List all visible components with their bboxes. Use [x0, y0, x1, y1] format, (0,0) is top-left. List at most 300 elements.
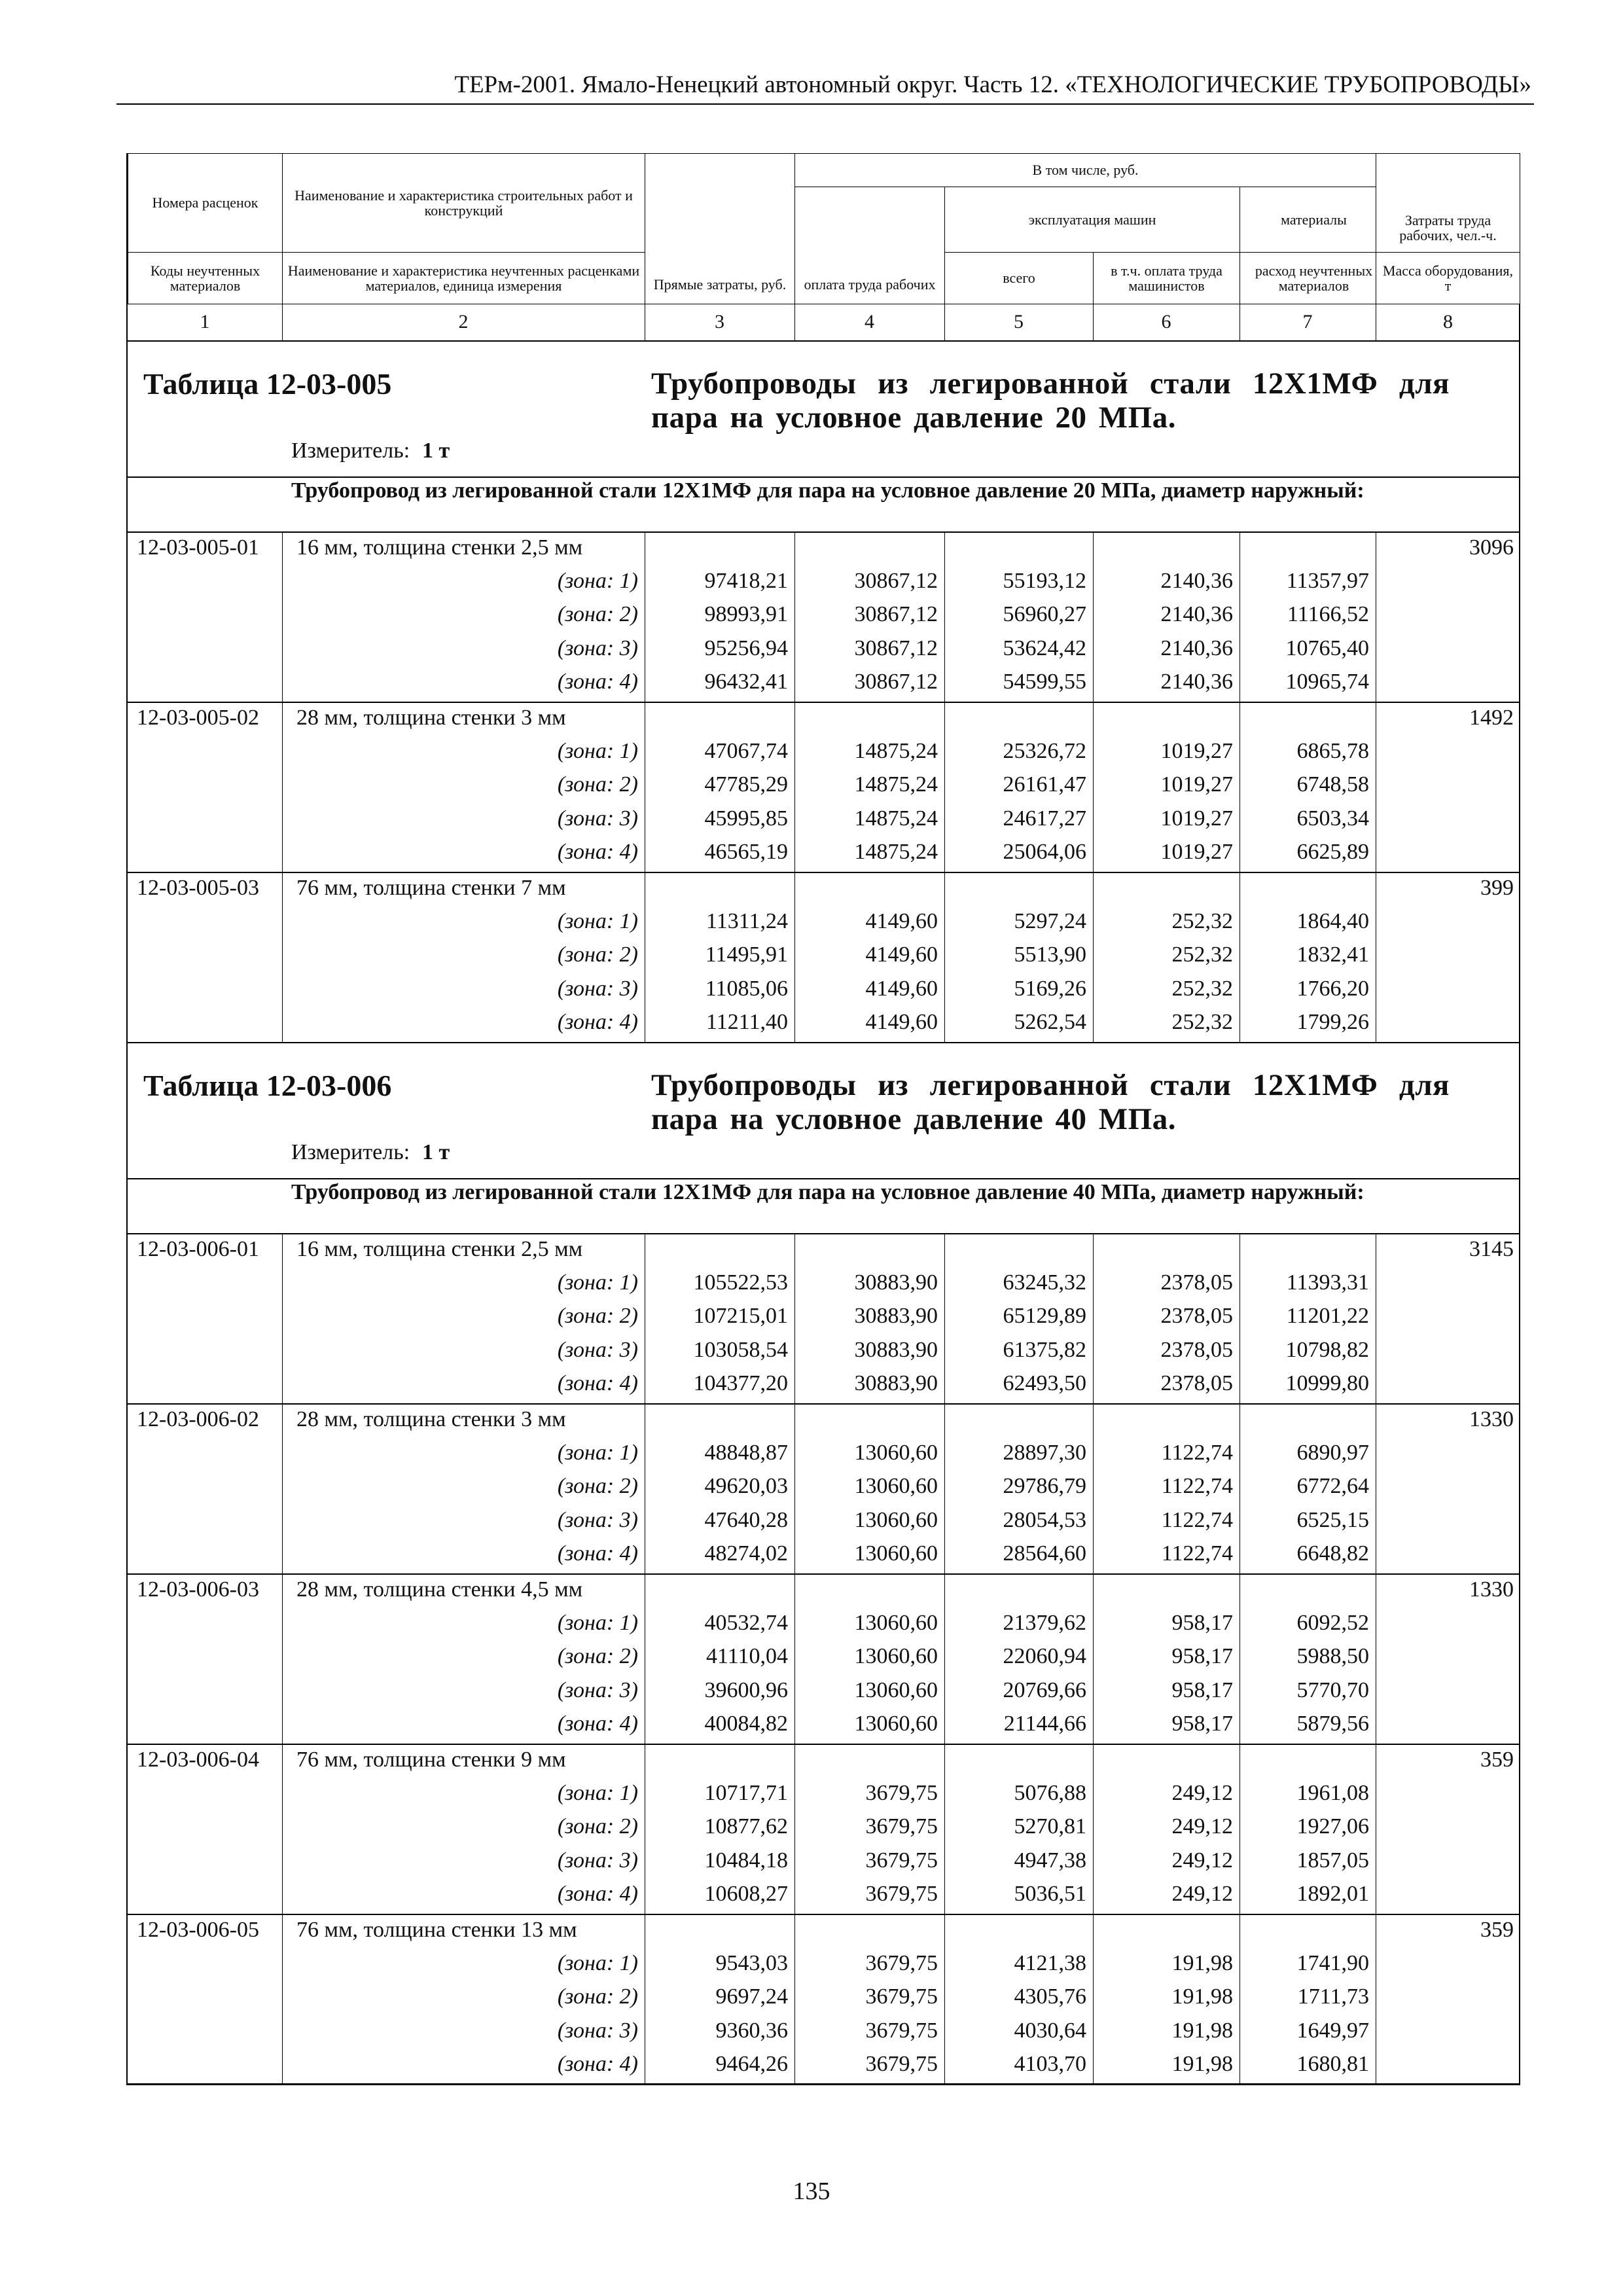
zone-label: (зона: 1) [557, 1270, 638, 1295]
value-mach-wages: 1122,74 [1161, 1507, 1233, 1532]
zone-label: (зона: 3) [557, 1337, 638, 1362]
column-divider [282, 1403, 283, 1573]
column-divider [944, 1914, 945, 2084]
zone-label: (зона: 1) [557, 909, 638, 934]
value-mat: 6525,15 [1296, 1507, 1369, 1532]
item-description: 28 мм, толщина стенки 3 мм [296, 1407, 566, 1431]
rate-code: 12-03-006-04 [137, 1748, 259, 1772]
column-number: 8 [1443, 311, 1453, 332]
value-mach-wages: 958,17 [1171, 1611, 1233, 1636]
zone-label: (зона: 3) [557, 976, 638, 1001]
zone-label: (зона: 2) [557, 1644, 638, 1669]
value-direct: 41110,04 [706, 1644, 788, 1669]
value-mach-wages: 249,12 [1171, 1848, 1233, 1873]
value-direct: 97418,21 [704, 569, 788, 594]
value-mach-wages: 2140,36 [1160, 569, 1233, 594]
value-wages: 14875,24 [854, 806, 938, 831]
value-mach-wages: 1019,27 [1160, 772, 1233, 797]
value-mat: 1680,81 [1296, 2051, 1369, 2076]
value-direct: 9697,24 [715, 1984, 788, 2009]
meter-value: 1 т [422, 1140, 450, 1164]
value-mach: 54599,55 [1003, 669, 1086, 694]
zone-label: (зона: 1) [557, 1611, 638, 1636]
value-mach: 5297,24 [1014, 909, 1086, 934]
value-direct: 10608,27 [704, 1881, 788, 1906]
value-wages: 4149,60 [865, 1009, 938, 1034]
value-mach: 62493,50 [1003, 1371, 1086, 1395]
value-wages: 30883,90 [854, 1270, 938, 1295]
value-wages: 30883,90 [854, 1337, 938, 1362]
value-direct: 48848,87 [704, 1441, 788, 1465]
value-direct: 104377,20 [693, 1371, 788, 1395]
value-mach-wages: 1122,74 [1161, 1441, 1233, 1465]
rate-code: 12-03-006-02 [137, 1407, 259, 1431]
value-mat: 6748,58 [1296, 772, 1369, 797]
item-divider [128, 702, 1520, 703]
value-mat: 1927,06 [1296, 1814, 1369, 1839]
column-divider [794, 1744, 795, 1914]
value-wages: 4149,60 [865, 942, 938, 967]
rate-code: 12-03-006-03 [137, 1577, 259, 1602]
table-number: Таблица 12-03-005 [143, 367, 392, 401]
item-description: 76 мм, толщина стенки 13 мм [296, 1918, 577, 1942]
column-number: 2 [458, 311, 469, 332]
value-wages: 3679,75 [865, 1848, 938, 1873]
value-mach-wages: 1122,74 [1161, 1474, 1233, 1499]
value-wages: 3679,75 [865, 2051, 938, 2076]
labor-cost: 399 [1480, 876, 1514, 900]
table-number: Таблица 12-03-006 [143, 1069, 392, 1102]
value-mat: 1857,05 [1296, 1848, 1369, 1873]
value-mat: 1711,73 [1297, 1984, 1369, 2009]
value-direct: 10484,18 [704, 1848, 788, 1873]
column-divider [1093, 702, 1094, 872]
item-description: 28 мм, толщина стенки 3 мм [296, 706, 566, 730]
value-direct: 10717,71 [704, 1781, 788, 1806]
value-direct: 107215,01 [693, 1304, 788, 1329]
zone-label: (зона: 1) [557, 1951, 638, 1976]
value-mat: 1741,90 [1296, 1951, 1369, 1976]
value-mach: 4103,70 [1014, 2051, 1086, 2076]
value-direct: 45995,85 [704, 806, 788, 831]
zone-label: (зона: 2) [557, 772, 638, 797]
section-heading: Трубопровод из легированной стали 12Х1МФ для пара на условное давление 40 МПа, диаметр наружный: [291, 1180, 1364, 1204]
value-mat: 1864,40 [1296, 909, 1369, 934]
value-mach-wages: 2378,05 [1160, 1270, 1233, 1295]
column-number: 6 [1161, 311, 1171, 332]
zone-label: (зона: 4) [557, 2051, 638, 2076]
zone-label: (зона: 3) [557, 636, 638, 660]
value-mach: 4305,76 [1014, 1984, 1086, 2009]
value-wages: 13060,60 [854, 1474, 938, 1499]
value-mach: 5169,26 [1014, 976, 1086, 1001]
zone-label: (зона: 4) [557, 1541, 638, 1566]
value-mach: 63245,32 [1003, 1270, 1086, 1295]
column-divider [282, 872, 283, 1042]
value-mach: 21379,62 [1003, 1611, 1086, 1636]
value-mat: 5988,50 [1296, 1644, 1369, 1669]
value-mat: 6092,52 [1296, 1611, 1369, 1636]
value-mach-wages: 191,98 [1171, 1951, 1233, 1976]
value-mat: 10965,74 [1285, 669, 1369, 694]
column-divider [794, 1573, 795, 1744]
table-title-divider [128, 1178, 1520, 1179]
value-mat: 1832,41 [1296, 942, 1369, 967]
value-mach-wages: 252,32 [1171, 909, 1233, 934]
value-wages: 3679,75 [865, 1951, 938, 1976]
value-mach: 56960,27 [1003, 602, 1086, 627]
value-mach-wages: 252,32 [1171, 942, 1233, 967]
header-rate-numbers: Номера расценок [128, 153, 283, 253]
value-mat: 10999,80 [1285, 1371, 1369, 1395]
zone-label: (зона: 2) [557, 1474, 638, 1499]
value-mat: 1799,26 [1296, 1009, 1369, 1034]
value-direct: 46565,19 [704, 839, 788, 864]
value-mach: 25326,72 [1003, 739, 1086, 764]
header-material-consumption: расход неучтенных материалов [1240, 252, 1388, 304]
item-divider [128, 1744, 1520, 1745]
value-wages: 30867,12 [854, 569, 938, 594]
item-description: 76 мм, толщина стенки 7 мм [296, 876, 566, 900]
labor-cost: 1492 [1469, 706, 1514, 730]
rate-code: 12-03-005-02 [137, 706, 259, 730]
column-divider [944, 304, 945, 340]
value-mach: 53624,42 [1003, 636, 1086, 660]
value-direct: 48274,02 [704, 1541, 788, 1566]
value-mach: 22060,94 [1003, 1644, 1086, 1669]
section-divider [128, 531, 1520, 533]
value-mat: 6890,97 [1296, 1441, 1369, 1465]
header-including: В том числе, руб. [794, 153, 1376, 187]
labor-cost: 3096 [1469, 535, 1514, 560]
value-mach-wages: 2378,05 [1160, 1337, 1233, 1362]
column-divider [944, 1573, 945, 1744]
value-direct: 98993,91 [704, 602, 788, 627]
value-wages: 14875,24 [854, 839, 938, 864]
value-mat: 6865,78 [1296, 739, 1369, 764]
value-mach: 65129,89 [1003, 1304, 1086, 1329]
zone-label: (зона: 4) [557, 669, 638, 694]
item-divider [128, 872, 1520, 873]
labor-cost: 359 [1480, 1918, 1514, 1942]
column-number: 5 [1014, 311, 1024, 332]
value-mat: 1649,97 [1296, 2018, 1369, 2043]
column-divider [282, 531, 283, 702]
value-mach-wages: 2140,36 [1160, 636, 1233, 660]
value-mach: 5513,90 [1014, 942, 1086, 967]
header-machinist-wages: в т.ч. оплата труда машинистов [1093, 252, 1240, 304]
zone-label: (зона: 4) [557, 1009, 638, 1034]
value-mach: 4121,38 [1014, 1951, 1086, 1976]
column-divider [1093, 1914, 1094, 2084]
item-description: 76 мм, толщина стенки 9 мм [296, 1748, 566, 1772]
column-number: 7 [1302, 311, 1313, 332]
column-divider [794, 1233, 795, 1403]
header-material-codes: Коды неучтенных материалов [128, 252, 283, 304]
value-direct: 47785,29 [704, 772, 788, 797]
value-direct: 105522,53 [693, 1270, 788, 1295]
value-wages: 30867,12 [854, 602, 938, 627]
column-number: 3 [715, 311, 724, 332]
zone-label: (зона: 3) [557, 1848, 638, 1873]
value-direct: 40084,82 [704, 1711, 788, 1736]
value-mach: 29786,79 [1003, 1474, 1086, 1499]
value-wages: 4149,60 [865, 909, 938, 934]
header-material-name: Наименование и характеристика неучтенных расценками материалов, единица измерения [282, 252, 645, 304]
header-machine-operation: эксплуатация машин [944, 187, 1240, 253]
column-divider [794, 872, 795, 1042]
value-direct: 47067,74 [704, 739, 788, 764]
column-divider [282, 1233, 283, 1403]
zone-label: (зона: 3) [557, 1507, 638, 1532]
value-mach-wages: 1019,27 [1160, 806, 1233, 831]
value-mat: 10765,40 [1285, 636, 1369, 660]
value-mach: 4947,38 [1014, 1848, 1086, 1873]
column-divider [794, 702, 795, 872]
value-mach-wages: 1019,27 [1160, 839, 1233, 864]
value-mat: 10798,82 [1285, 1337, 1369, 1362]
value-mat: 6648,82 [1296, 1541, 1369, 1566]
value-mach-wages: 191,98 [1171, 2051, 1233, 2076]
header-work-name: Наименование и характеристика строительных работ и конструкций [282, 153, 645, 253]
header-worker-wages: оплата труда рабочих [794, 187, 945, 304]
value-wages: 4149,60 [865, 976, 938, 1001]
value-mach-wages: 958,17 [1171, 1677, 1233, 1702]
column-divider [944, 1744, 945, 1914]
value-wages: 3679,75 [865, 1814, 938, 1839]
value-direct: 11085,06 [705, 976, 788, 1001]
section-heading: Трубопровод из легированной стали 12Х1МФ для пара на условное давление 20 МПа, диаметр наружный: [291, 478, 1364, 503]
value-direct: 11211,40 [706, 1009, 788, 1034]
value-mat: 11393,31 [1286, 1270, 1369, 1295]
value-mach: 5036,51 [1014, 1881, 1086, 1906]
value-direct: 40532,74 [704, 1611, 788, 1636]
zone-label: (зона: 4) [557, 1371, 638, 1395]
zone-label: (зона: 4) [557, 1711, 638, 1736]
value-wages: 30867,12 [854, 669, 938, 694]
column-divider [282, 304, 283, 340]
value-mat: 11357,97 [1286, 569, 1369, 594]
item-description: 28 мм, толщина стенки 4,5 мм [296, 1577, 583, 1602]
value-direct: 9360,36 [715, 2018, 788, 2043]
table-title: Трубопроводы из легированной стали 12Х1МФ для пара на условное давление 20 МПа. [651, 367, 1450, 435]
page-number: 135 [793, 2178, 830, 2205]
column-divider [1093, 872, 1094, 1042]
value-mach: 55193,12 [1003, 569, 1086, 594]
column-divider [282, 702, 283, 872]
value-mat: 1961,08 [1296, 1781, 1369, 1806]
header-materials: материалы [1240, 187, 1388, 253]
value-wages: 14875,24 [854, 772, 938, 797]
value-wages: 13060,60 [854, 1541, 938, 1566]
value-direct: 9464,26 [715, 2051, 788, 2076]
meter-value: 1 т [422, 439, 450, 463]
value-direct: 11495,91 [705, 942, 788, 967]
value-wages: 30883,90 [854, 1304, 938, 1329]
value-mach-wages: 1019,27 [1160, 739, 1233, 764]
value-direct: 96432,41 [704, 669, 788, 694]
column-divider [794, 531, 795, 702]
rate-code: 12-03-005-01 [137, 535, 259, 560]
value-direct: 11311,24 [706, 909, 788, 934]
item-divider [128, 1914, 1520, 1915]
value-wages: 13060,60 [854, 1611, 938, 1636]
zone-label: (зона: 2) [557, 602, 638, 627]
section-divider [128, 1233, 1520, 1234]
zone-label: (зона: 3) [557, 2018, 638, 2043]
labor-cost: 1330 [1469, 1577, 1514, 1602]
zone-label: (зона: 1) [557, 1441, 638, 1465]
rate-code: 12-03-005-03 [137, 876, 259, 900]
value-mach: 5270,81 [1014, 1814, 1086, 1839]
column-divider [282, 1573, 283, 1744]
value-mat: 6503,34 [1296, 806, 1369, 831]
estimate-table [126, 153, 1520, 2085]
header-bottom-border [128, 340, 1520, 342]
value-mach-wages: 958,17 [1171, 1711, 1233, 1736]
value-wages: 13060,60 [854, 1441, 938, 1465]
value-mat: 1766,20 [1296, 976, 1369, 1001]
value-mat: 5879,56 [1296, 1711, 1369, 1736]
value-mach-wages: 958,17 [1171, 1644, 1233, 1669]
column-divider [944, 702, 945, 872]
value-mat: 5770,70 [1296, 1677, 1369, 1702]
value-mach-wages: 249,12 [1171, 1781, 1233, 1806]
value-mat: 6772,64 [1296, 1474, 1369, 1499]
value-direct: 47640,28 [704, 1507, 788, 1532]
column-divider [282, 1914, 283, 2084]
value-mat: 1892,01 [1296, 1881, 1369, 1906]
labor-cost: 3145 [1469, 1237, 1514, 1261]
zone-label: (зона: 4) [557, 839, 638, 864]
column-divider [282, 1744, 283, 1914]
item-description: 16 мм, толщина стенки 2,5 мм [296, 535, 583, 560]
value-wages: 3679,75 [865, 1984, 938, 2009]
column-divider [794, 304, 795, 340]
value-mach-wages: 191,98 [1171, 2018, 1233, 2043]
value-wages: 13060,60 [854, 1677, 938, 1702]
value-mach-wages: 2378,05 [1160, 1304, 1233, 1329]
value-wages: 3679,75 [865, 1781, 938, 1806]
value-mach-wages: 249,12 [1171, 1881, 1233, 1906]
value-mach-wages: 252,32 [1171, 976, 1233, 1001]
value-mach: 24617,27 [1003, 806, 1086, 831]
value-direct: 9543,03 [715, 1951, 788, 1976]
column-divider [1093, 1744, 1094, 1914]
value-mach-wages: 1122,74 [1161, 1541, 1233, 1566]
rate-code: 12-03-006-01 [137, 1237, 259, 1261]
value-mach: 61375,82 [1003, 1337, 1086, 1362]
zone-label: (зона: 1) [557, 739, 638, 764]
zone-label: (зона: 3) [557, 1677, 638, 1702]
zone-label: (зона: 2) [557, 942, 638, 967]
value-wages: 30867,12 [854, 636, 938, 660]
zone-label: (зона: 1) [557, 569, 638, 594]
meter-label: Измеритель: [291, 439, 410, 463]
value-direct: 103058,54 [693, 1337, 788, 1362]
value-mach-wages: 249,12 [1171, 1814, 1233, 1839]
value-mach: 25064,06 [1003, 839, 1086, 864]
value-mach: 5262,54 [1014, 1009, 1086, 1034]
value-mach-wages: 252,32 [1171, 1009, 1233, 1034]
column-divider [1093, 1403, 1094, 1573]
value-mach-wages: 2140,36 [1160, 602, 1233, 627]
value-mach: 5076,88 [1014, 1781, 1086, 1806]
value-wages: 3679,75 [865, 2018, 938, 2043]
value-wages: 3679,75 [865, 1881, 938, 1906]
running-header [116, 71, 1534, 105]
running-header-text: ТЕРм-2001. Ямало-Ненецкий автономный округ. Часть 12. «ТЕХНОЛОГИЧЕСКИЕ ТРУБОПРОВОДЫ» [454, 71, 1531, 98]
table-title: Трубопроводы из легированной стали 12Х1МФ для пара на условное давление 40 МПа. [651, 1068, 1450, 1136]
column-divider [944, 872, 945, 1042]
labor-cost: 359 [1480, 1748, 1514, 1772]
column-divider [1093, 531, 1094, 702]
value-mach-wages: 191,98 [1171, 1984, 1233, 2009]
value-wages: 13060,60 [854, 1711, 938, 1736]
item-divider [128, 1042, 1520, 1043]
value-mach: 28054,53 [1003, 1507, 1086, 1532]
header-labor-costs: Затраты труда рабочих, чел.-ч. [1376, 153, 1520, 253]
zone-label: (зона: 2) [557, 1304, 638, 1329]
labor-cost: 1330 [1469, 1407, 1514, 1431]
value-direct: 95256,94 [704, 636, 788, 660]
meter-label: Измеритель: [291, 1140, 410, 1164]
zone-label: (зона: 3) [557, 806, 638, 831]
value-mach: 28897,30 [1003, 1441, 1086, 1465]
value-mat: 11201,22 [1286, 1304, 1369, 1329]
value-mach: 20769,66 [1003, 1677, 1086, 1702]
column-divider [1093, 1573, 1094, 1744]
value-wages: 13060,60 [854, 1644, 938, 1669]
value-mach: 28564,60 [1003, 1541, 1086, 1566]
column-divider [944, 1233, 945, 1403]
value-direct: 39600,96 [704, 1677, 788, 1702]
value-mach-wages: 2378,05 [1160, 1371, 1233, 1395]
column-number: 4 [865, 311, 874, 332]
value-wages: 30883,90 [854, 1371, 938, 1395]
column-divider [794, 1914, 795, 2084]
value-direct: 49620,03 [704, 1474, 788, 1499]
zone-label: (зона: 2) [557, 1814, 638, 1839]
column-divider [944, 1403, 945, 1573]
zone-label: (зона: 1) [557, 1781, 638, 1806]
value-mach: 26161,47 [1003, 772, 1086, 797]
column-divider [1093, 1233, 1094, 1403]
value-wages: 14875,24 [854, 739, 938, 764]
value-wages: 13060,60 [854, 1507, 938, 1532]
table-title-divider [128, 476, 1520, 478]
value-mach: 21144,66 [1003, 1711, 1086, 1736]
column-divider [1093, 304, 1094, 340]
value-mat: 11166,52 [1287, 602, 1369, 627]
item-description: 16 мм, толщина стенки 2,5 мм [296, 1237, 583, 1261]
column-divider [794, 1403, 795, 1573]
value-direct: 10877,62 [704, 1814, 788, 1839]
rate-code: 12-03-006-05 [137, 1918, 259, 1942]
item-divider [128, 1403, 1520, 1405]
column-divider [944, 531, 945, 702]
header-machines-total: всего [944, 252, 1094, 304]
value-mach: 4030,64 [1014, 2018, 1086, 2043]
column-number: 1 [200, 311, 210, 332]
header-direct-costs: Прямые затраты, руб. [645, 153, 795, 304]
item-divider [128, 1573, 1520, 1575]
value-mat: 6625,89 [1296, 839, 1369, 864]
zone-label: (зона: 2) [557, 1984, 638, 2009]
zone-label: (зона: 4) [557, 1881, 638, 1906]
value-mach-wages: 2140,36 [1160, 669, 1233, 694]
header-equipment-mass: Масса оборудования, т [1376, 252, 1520, 304]
